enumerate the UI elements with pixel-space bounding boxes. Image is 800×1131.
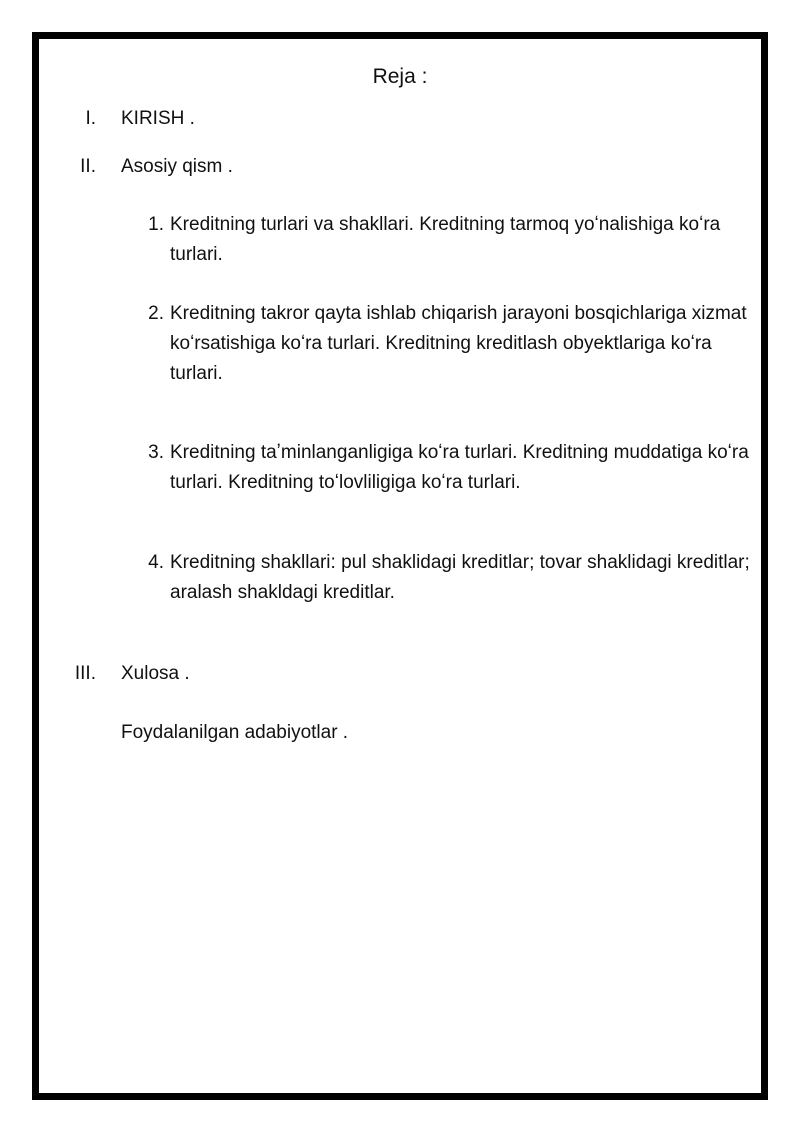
subsection-text: Kreditning takror qayta ishlab chiqarish jarayoni bosqichlariga xizmat koʻrsatishiga koʻra turlari. Kreditning kreditlash obyektlariga koʻra turlari. <box>170 303 747 384</box>
section-label: Asosiy qism . <box>121 156 233 177</box>
section-numeral: II. <box>80 156 96 177</box>
subsection-number: 2. <box>148 303 164 324</box>
subsection-text: Kreditning turlari va shakllari. Kreditning tarmoq yoʻnalishiga koʻra turlari. <box>170 214 721 265</box>
subsection-number: 1. <box>148 214 164 235</box>
section-numeral: I. <box>85 108 96 129</box>
section-label: KIRISH . <box>121 108 195 129</box>
subsection-number: 3. <box>148 442 164 463</box>
section-label: Xulosa . <box>121 663 190 684</box>
references-heading: Foydalanilgan adabiyotlar . <box>121 722 349 743</box>
section-numeral: III. <box>74 663 96 684</box>
subsection-number: 4. <box>148 552 164 573</box>
subsection-text: Kreditning taʼminlanganligiga koʻra turlari. Kreditning muddatiga koʻra turlari. Kreditning toʻlovliligiga koʻra turlari. <box>170 442 749 493</box>
subsection-text: Kreditning shakllari: pul shaklidagi kreditlar; tovar shaklidagi kreditlar; aralash shakldagi kreditlar. <box>170 552 750 603</box>
document-title: Reja : <box>372 65 428 88</box>
